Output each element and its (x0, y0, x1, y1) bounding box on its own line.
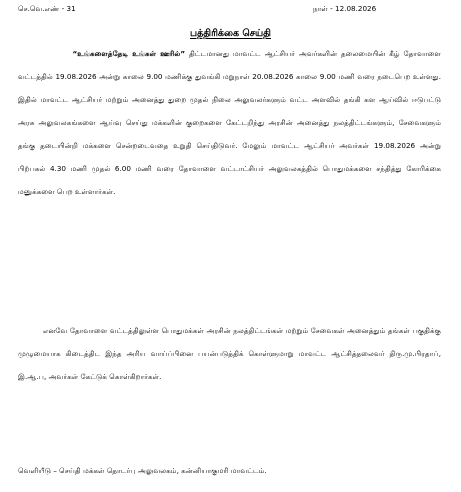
paragraph-2 (18, 319, 441, 388)
paragraph-1 (18, 42, 441, 203)
release-date: நாள் - 12.08.2026 (313, 4, 377, 13)
reference-number: செ.வெ.எண் - 31 (18, 4, 76, 13)
document-title-text: பத்திரிக்கை செய்தி (190, 28, 271, 39)
document-title (0, 28, 461, 40)
publisher-footer: வெளியீடு – செய்தி மக்கள் தொடர்பு அலுவலகம், கன்னியாகுமரி மாவட்டம். (18, 466, 267, 475)
paragraph-2-indent (18, 326, 43, 335)
paragraph-1-indent (18, 49, 72, 58)
paragraph-2-body: எனவே தோவாளை வட்டத்திலுள்ள பொதுமக்கள் அரசின் நலத்திட்டங்கள் மற்றும் சேவைகள் அனைத்தும் தங்கள் பகுதிக்கு முழுமையாக கிடைத்திட இந்த அரிய வாய்ப்பினை பயன்படுத்திக் கொள்ளுமாறு மாவட்ட ஆட்சித்தலைவர் திரு.மு.பிரதாப், இ.ஆ.ப, அவர்கள் கேட்டுக் கொள்கிறார்கள். (18, 326, 441, 381)
paragraph-1-body: திட்டமானது மாவட்ட ஆட்சியர் அவர்களின் தலைமையின் கீழ் தோவாளை வட்டத்தில் 19.08.2026 அன்று காலை 9.00 மணிக்கு துவங்கி மறுநாள் 20.08.2026 காலை 9.00 மணி வரை நடைபெற உள்ளது. இதில் மாவட்ட ஆட்சியர் மற்றும் அனைத்து துறை முதல் நிலை அலுவலர்களும் வட்ட அளவில் தங்கி கள ஆய்வில் ஈடுபட்டு அரசு அலுவலகங்களை ஆய்வு செய்து மக்களின் குறைகளை கேட்டறிந்து அரசின் அனைத்து நலத்திட்டங்களும், சேவைகளும் தங்கு தடையின்றி மக்களை சென்றடைவதை உறுதி செய்திடுவர். மேலும் மாவட்ட ஆட்சியர் அவர்கள் 19.08.2026 அன்று பிற்பகல் 4.30 மணி முதல் 6.00 மணி வரை தோவாளை வட்டாட்சியர் அலுவலகத்தில் பொதுமக்களை சந்தித்து கோரிக்கை மனுக்களை பெற உள்ளார்கள். (18, 49, 441, 196)
scheme-name: “உங்களைத்தேடி உங்கள் ஊரில்” (72, 49, 186, 58)
